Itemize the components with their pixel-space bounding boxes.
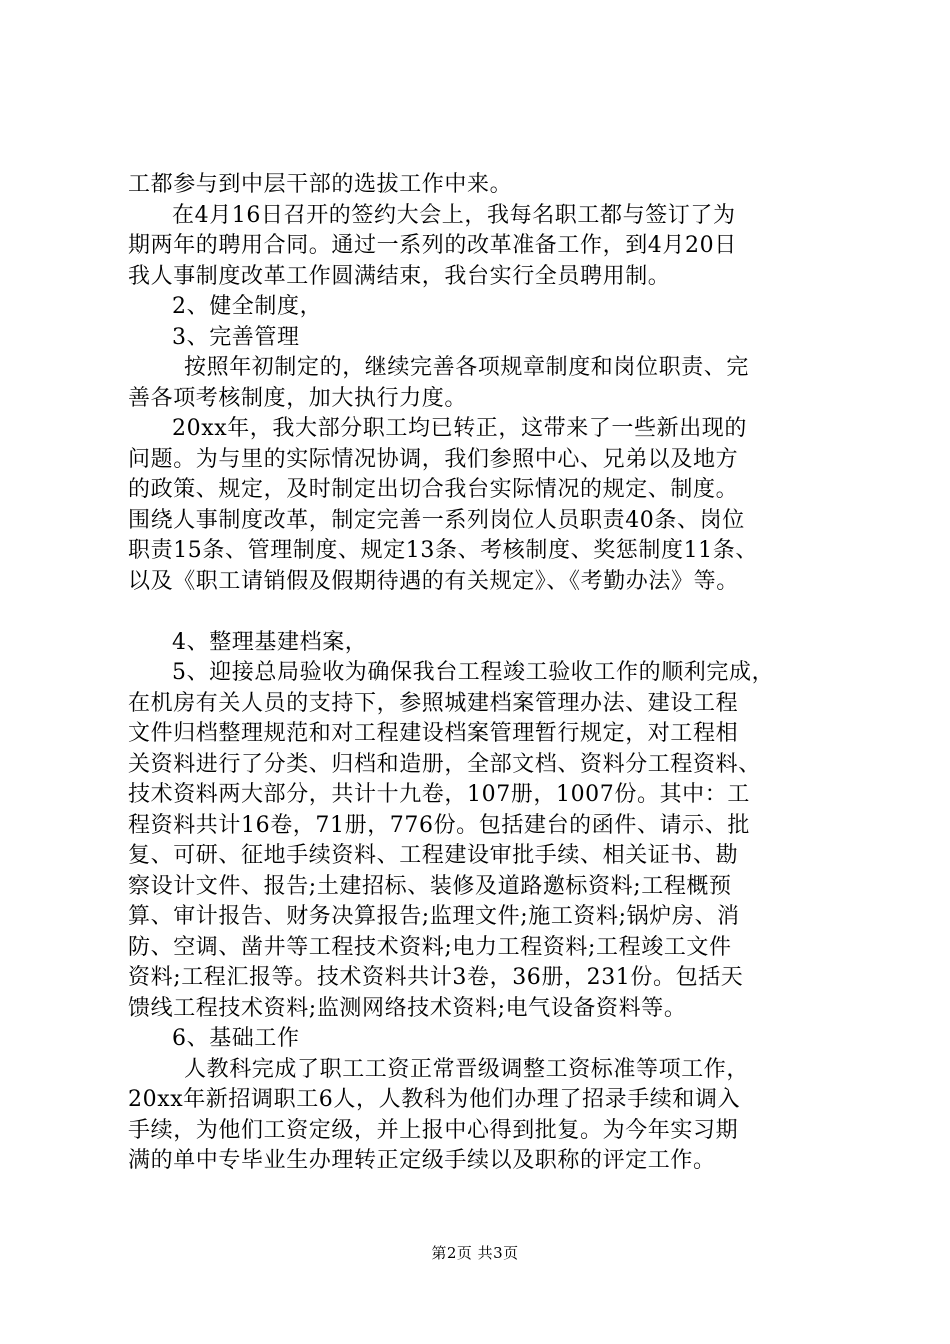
blank-line xyxy=(128,597,852,628)
text-line: 满的单中专毕业生办理转正定级手续以及职称的评定工作。 xyxy=(128,1148,716,1173)
text-line: 手续，为他们工资定级，并上报中心得到批复。为今年实习期 xyxy=(128,1117,739,1143)
text-line: 按照年初制定的，继续完善各项规章制度和岗位职责、完 xyxy=(184,355,750,380)
text-line: 20xx年，我大部分职工均已转正，这带来了一些新出现的 xyxy=(172,416,748,441)
text-line: 工都参与到中层干部的选拔工作中来。 xyxy=(128,172,513,197)
page-footer: 第2页 共3页 xyxy=(431,1244,519,1262)
text-line: 5、迎接总局验收为确保我台工程竣工验收工作的顺利完成， xyxy=(172,660,775,685)
text-line: 期两年的聘用合同。通过一系列的改革准备工作，到4月20日 xyxy=(128,233,737,258)
text-line: 善各项考核制度，加大执行力度。 xyxy=(128,385,468,411)
text-line: 3、完善管理 xyxy=(172,324,300,350)
text-line: 人教科完成了职工工资正常晋级调整工资标准等项工作， xyxy=(184,1056,750,1082)
text-line: 算、审计报告、财务决算报告;监理文件;施工资料;锅炉房、消 xyxy=(128,904,740,929)
text-line: 围绕人事制度改革，制定完善一系列岗位人员职责40条、岗位 xyxy=(128,507,745,533)
text-line: 复、可研、征地手续资料、工程建设审批手续、相关证书、勘 xyxy=(128,843,739,868)
text-line: 职责15条、管理制度、规定13条、考核制度、奖惩制度11条、 xyxy=(128,538,758,563)
text-line: 4、整理基建档案， xyxy=(172,629,368,655)
text-line: 我人事制度改革工作圆满结束，我台实行全员聘用制。 xyxy=(128,263,671,289)
text-line: 的政策、规定，及时制定出切合我台实际情况的规定、制度。 xyxy=(128,477,739,502)
text-line: 资料;工程汇报等。技术资料共计3卷，36册，231份。包括天 xyxy=(128,965,744,990)
text-line: 防、空调、凿井等工程技术资料;电力工程资料;工程竣工文件 xyxy=(128,934,732,960)
text-line: 以及《职工请销假及假期待遇的有关规定》、《考勤办法》等。 xyxy=(128,568,739,594)
text-line: 技术资料两大部分，共计十九卷，107册，1007份。其中：工 xyxy=(128,782,750,807)
text-line: 文件归档整理规范和对工程建设档案管理暂行规定，对工程相 xyxy=(128,721,739,746)
text-line: 在4月16日召开的签约大会上，我每名职工都与签订了为 xyxy=(172,202,736,228)
document-body xyxy=(128,170,852,1177)
text-line: 馈线工程技术资料;监测网络技术资料;电气设备资料等。 xyxy=(128,995,687,1021)
text-line: 20xx年新招调职工6人，人教科为他们办理了招录手续和调入 xyxy=(128,1087,741,1112)
text-line: 在机房有关人员的支持下，参照城建档案管理办法、建设工程 xyxy=(128,690,739,716)
text-line: 关资料进行了分类、归档和造册，全部文档、资料分工程资料、 xyxy=(128,751,761,777)
text-line: 问题。为与里的实际情况协调，我们参照中心、兄弟以及地方 xyxy=(128,446,739,472)
text-line: 6、基础工作 xyxy=(172,1026,300,1051)
text-line: 2、健全制度， xyxy=(172,294,323,319)
text-line: 程资料共计16卷，71册，776份。包括建台的函件、请示、批 xyxy=(128,812,750,838)
text-line: 察设计文件、报告;土建招标、装修及道路邀标资料;工程概预 xyxy=(128,873,732,899)
